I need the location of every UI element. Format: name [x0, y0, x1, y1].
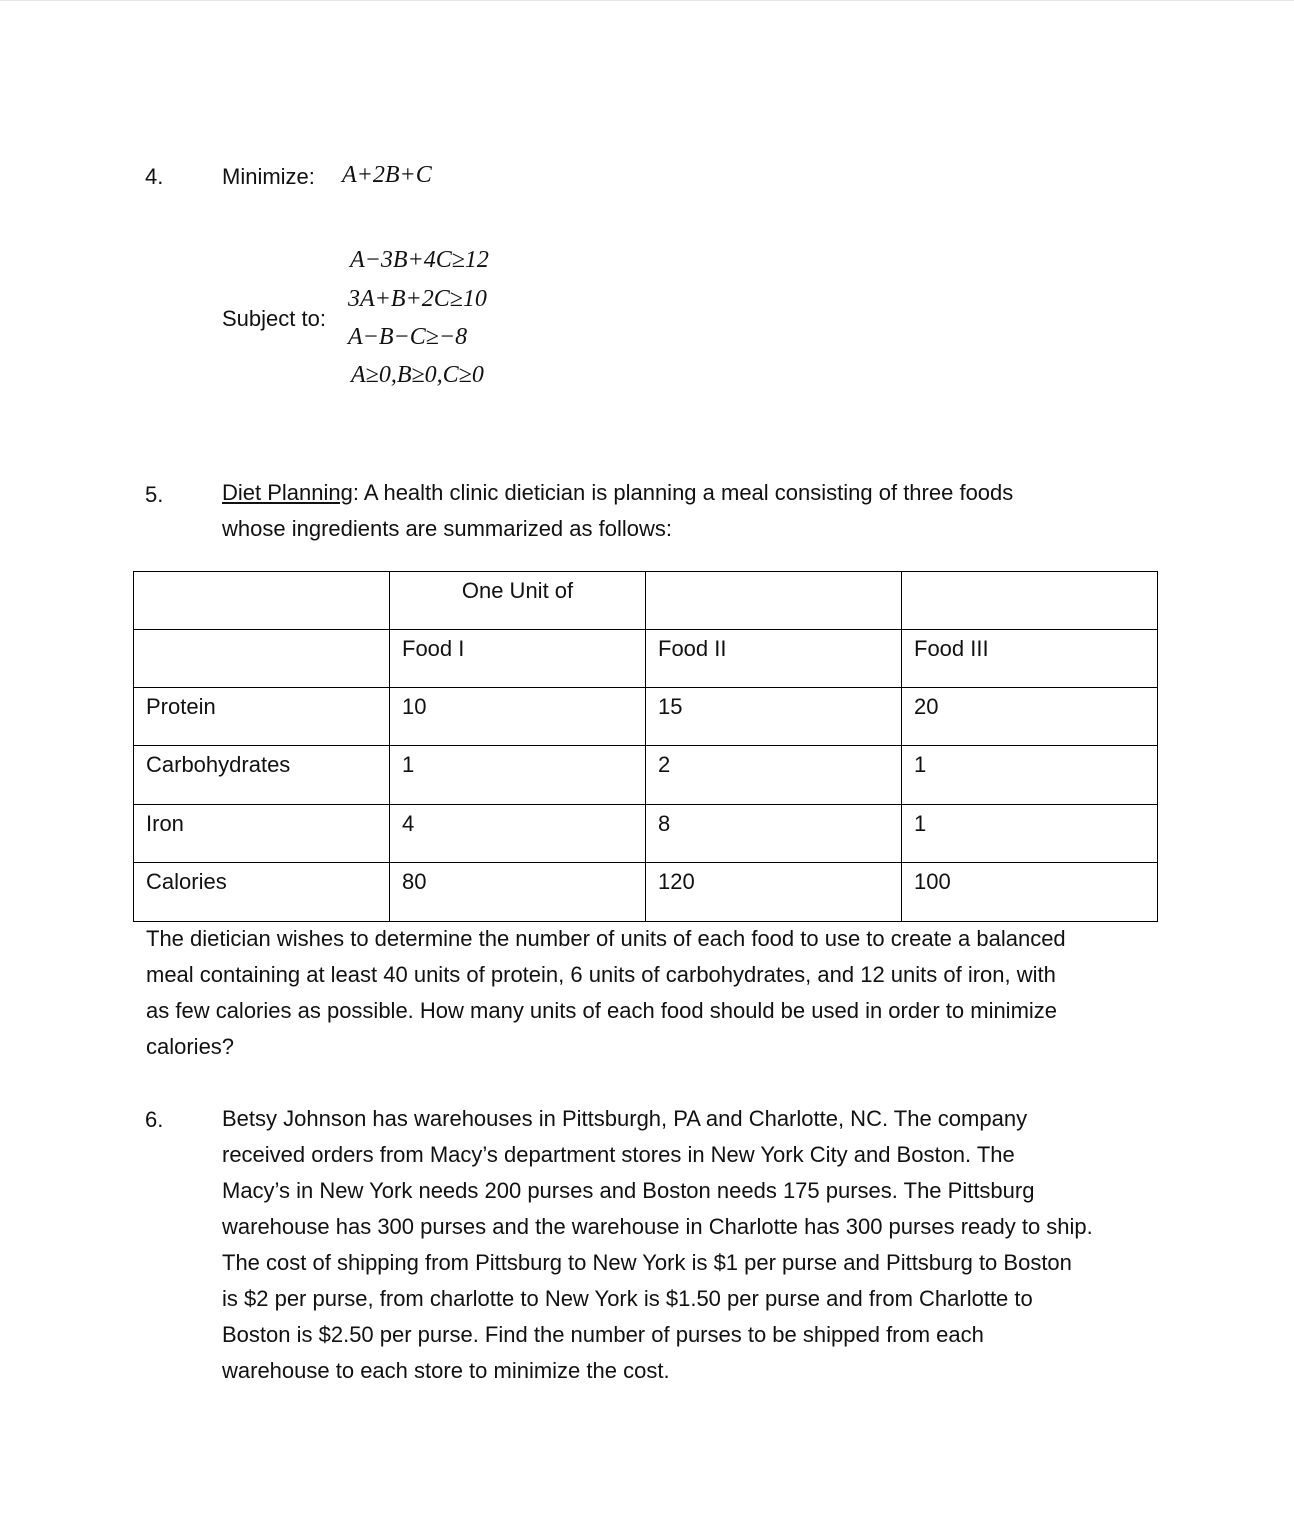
question-line: meal containing at least 40 units of protein, 6 units of carbohydrates, and 12 units of iron, with [146, 962, 1056, 987]
table-cell: 4 [390, 804, 646, 862]
page-top-border [0, 0, 1294, 1]
table-cell: 15 [646, 688, 902, 746]
constraint-3: A−B−C≥−8 [348, 324, 468, 350]
problem-6-text [222, 1101, 1093, 1389]
constraint-1: A−3B+4C≥12 [350, 247, 489, 273]
table-cell: 2 [646, 746, 902, 804]
table-cell-empty [134, 630, 390, 688]
diet-planning-title: Diet Planning [222, 480, 353, 505]
problem-6-line: Macy’s in New York needs 200 purses and Boston needs 175 purses. The Pittsburg [222, 1178, 1035, 1203]
row-label-calories: Calories [134, 863, 390, 921]
table-cell: 100 [902, 863, 1158, 921]
question-line: The dietician wishes to determine the number of units of each food to use to create a balanced [146, 926, 1066, 951]
table-cell: 1 [390, 746, 646, 804]
table-row [134, 688, 1158, 746]
table-cell: 1 [902, 746, 1158, 804]
problem-6-line: warehouse to each store to minimize the cost. [222, 1358, 670, 1383]
row-label-iron: Iron [134, 804, 390, 862]
table-cell: 1 [902, 804, 1158, 862]
table-header-row-foods [134, 630, 1158, 688]
problem-6-line: The cost of shipping from Pittsburg to New York is $1 per purse and Pittsburg to Boston [222, 1250, 1072, 1275]
row-label-carbohydrates: Carbohydrates [134, 746, 390, 804]
table-row [134, 746, 1158, 804]
objective-expression: A+2B+C [342, 162, 432, 188]
problem-5-intro [222, 475, 1013, 547]
question-line: as few calories as possible. How many units of each food should be used in order to minimize [146, 998, 1058, 1023]
constraint-2: 3A+B+2C≥10 [348, 286, 487, 312]
table-cell-empty [902, 572, 1158, 630]
constraint-4: A≥0,B≥0,C≥0 [351, 362, 484, 388]
subject-to-label: Subject to: [222, 306, 326, 331]
table-cell: 10 [390, 688, 646, 746]
row-label-protein: Protein [134, 688, 390, 746]
problem-6-number: 6. [145, 1107, 164, 1132]
table-cell: 20 [902, 688, 1158, 746]
problem-6-line: received orders from Macy’s department stores in New York City and Boston. The [222, 1142, 1015, 1167]
table-header-row-group [134, 572, 1158, 630]
problem-5-number: 5. [145, 482, 164, 507]
column-header-food-2: Food II [646, 630, 902, 688]
problem-6-line: warehouse has 300 purses and the warehouse in Charlotte has 300 purses ready to ship. [222, 1214, 1093, 1239]
table-cell: 120 [646, 863, 902, 921]
table-cell-empty [646, 572, 902, 630]
column-header-food-1: Food I [390, 630, 646, 688]
problem-6-line: Boston is $2.50 per purse. Find the number of purses to be shipped from each [222, 1322, 984, 1347]
nutrition-table [133, 571, 1158, 922]
problem-5-question [146, 921, 1066, 1065]
table-group-header: One Unit of [390, 572, 646, 630]
column-header-food-3: Food III [902, 630, 1158, 688]
problem-6-line: is $2 per purse, from charlotte to New York is $1.50 per purse and from Charlotte to [222, 1286, 1033, 1311]
objective-label: Minimize: [222, 164, 315, 189]
table-cell: 8 [646, 804, 902, 862]
table-row [134, 863, 1158, 921]
table-row [134, 804, 1158, 862]
intro-line-1-rest: : A health clinic dietician is planning a meal consisting of three foods [352, 480, 1014, 505]
intro-line-2: whose ingredients are summarized as follows: [222, 516, 672, 541]
question-line: calories? [146, 1034, 235, 1059]
problem-6-line: Betsy Johnson has warehouses in Pittsburgh, PA and Charlotte, NC. The company [222, 1106, 1028, 1131]
table-cell-empty [134, 572, 390, 630]
problem-4-number: 4. [145, 164, 164, 189]
table-cell: 80 [390, 863, 646, 921]
